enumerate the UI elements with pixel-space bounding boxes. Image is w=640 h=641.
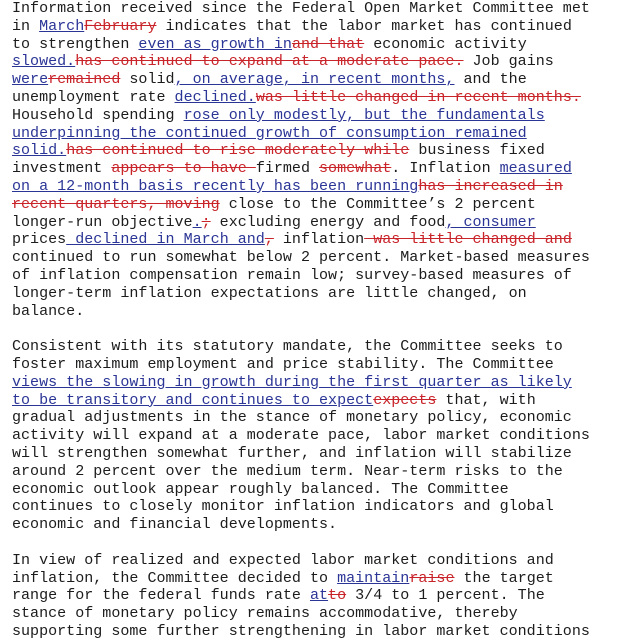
deleted-text: , [264,230,274,249]
deleted-text: and that [291,34,365,53]
text-line [12,0,640,18]
run-text: gradual adjustments in the stance of monetary policy, economic [12,408,572,427]
inserted-text: views the slowing in growth during the first quarter as likely [12,372,572,391]
text-line [12,427,640,445]
inserted-text: declined. [174,87,256,106]
run-text: in [12,16,40,35]
run-text: stance of monetary policy remains accommodative, thereby [12,604,518,623]
text-line [12,498,640,516]
paragraph-spacer [12,320,640,338]
deleted-text: recent quarters, moving [12,194,220,213]
inserted-text: , on average, in recent months, [174,70,455,89]
inserted-text: even as growth in [138,34,292,53]
text-line [12,587,640,605]
run-text: inflation [273,230,365,249]
run-text: economic activity [364,34,527,53]
redline-document [12,0,640,641]
run-text: longer-run objective [12,212,193,231]
inserted-text: maintain [337,568,410,587]
text-line [12,71,640,89]
text-line [12,89,640,107]
text-line [12,623,640,641]
inserted-text: , consumer [445,212,536,231]
text-line [12,125,640,143]
run-text: indicates that the labor market has continued [156,16,572,35]
text-line [12,338,640,356]
run-text: Household spending [12,105,184,124]
text-line [12,409,640,427]
deleted-text: raise [409,568,455,587]
run-text: longer-term inflation expectations are little changed, on [12,283,527,302]
run-text: close to the Committee’s 2 percent [219,194,536,213]
deleted-text: February [84,16,157,35]
deleted-text: remained [48,70,121,89]
text-line [12,516,640,534]
run-text: to strengthen [12,34,139,53]
run-text: prices [12,230,67,249]
run-text: In view of realized and expected labor market conditions and [12,550,554,569]
deleted-text: appears to have [111,159,256,178]
run-text: inflation, the Committee decided to [12,568,338,587]
text-line [12,570,640,588]
deleted-text: has continued to rise moderately while [66,141,410,160]
run-text: economic and financial developments. [12,515,338,534]
run-text: foster maximum employment and price stability. The Committee [12,354,554,373]
text-line [12,249,640,267]
run-text: will strengthen somewhat further, and inflation will stabilize [12,443,572,462]
text-line [12,53,640,71]
run-text: Job gains [463,52,554,71]
deleted-text: expects [373,390,437,409]
run-text: solid [120,70,175,89]
run-text: supporting some further strengthening in labor market conditions [12,621,590,640]
text-line [12,445,640,463]
inserted-text: were [12,70,49,89]
run-text: of inflation compensation remain low; survey-based measures of [12,265,572,284]
deleted-text: was little changed and [364,230,572,249]
run-text: and the [454,70,527,89]
run-text: continues to closely monitor inflation indicators and global [12,497,554,516]
text-line [12,231,640,249]
run-text: Information received since the Federal Open Market Committee met [12,0,590,17]
inserted-text: on a 12-month basis recently has been running [12,176,419,195]
run-text: activity will expand at a moderate pace, labor market conditions [12,426,590,445]
paragraph [12,338,640,534]
deleted-text: has increased in [418,176,563,195]
text-line [12,267,640,285]
text-line [12,374,640,392]
paragraph [12,0,640,320]
text-line [12,481,640,499]
text-line [12,36,640,54]
text-line [12,605,640,623]
text-line [12,18,640,36]
text-line [12,392,640,410]
inserted-text: measured [499,159,572,178]
inserted-text: . [192,212,202,231]
run-text: 3/4 to 1 percent. The [346,586,545,605]
inserted-text: declined in March and [66,230,265,249]
run-text: . Inflation [391,159,500,178]
text-line [12,552,640,570]
run-text: continued to run somewhat below 2 percent. Market-based measures [12,248,590,267]
inserted-text: solid. [12,141,67,160]
run-text: that, with [436,390,536,409]
text-line [12,160,640,178]
inserted-text: rose only modestly, but the fundamentals [183,105,545,124]
text-line [12,196,640,214]
run-text: firmed [255,159,320,178]
run-text: excluding energy and food [210,212,446,231]
text-line [12,356,640,374]
inserted-text: to be transitory and continues to expect [12,390,374,409]
paragraph-spacer [12,534,640,552]
run-text: unemployment rate [12,87,175,106]
text-line [12,463,640,481]
deleted-text: somewhat [319,159,392,178]
run-text: business fixed [409,141,545,160]
deleted-text: to [328,586,347,605]
run-text: investment [12,159,112,178]
inserted-text: underpinning the continued growth of consumption remained [12,123,527,142]
run-text: economic outlook appear roughly balanced. The Committee [12,479,509,498]
run-text: balance. [12,301,85,320]
text-line [12,107,640,125]
inserted-text: slowed. [12,52,76,71]
paragraph [12,552,640,641]
inserted-text: March [39,16,85,35]
deleted-text: has continued to expand at a moderate pace. [75,52,464,71]
run-text: the target [454,568,554,587]
text-line [12,178,640,196]
run-text: Consistent with its statutory mandate, the Committee seeks to [12,337,563,356]
text-line [12,303,640,321]
deleted-text: ; [201,212,211,231]
inserted-text: at [309,586,329,605]
text-line [12,142,640,160]
run-text: range for the federal funds rate [12,586,310,605]
text-line [12,285,640,303]
run-text: around 2 percent over the medium term. Near-term risks to the [12,461,563,480]
deleted-text: was little changed in recent months. [255,87,581,106]
text-line [12,214,640,232]
